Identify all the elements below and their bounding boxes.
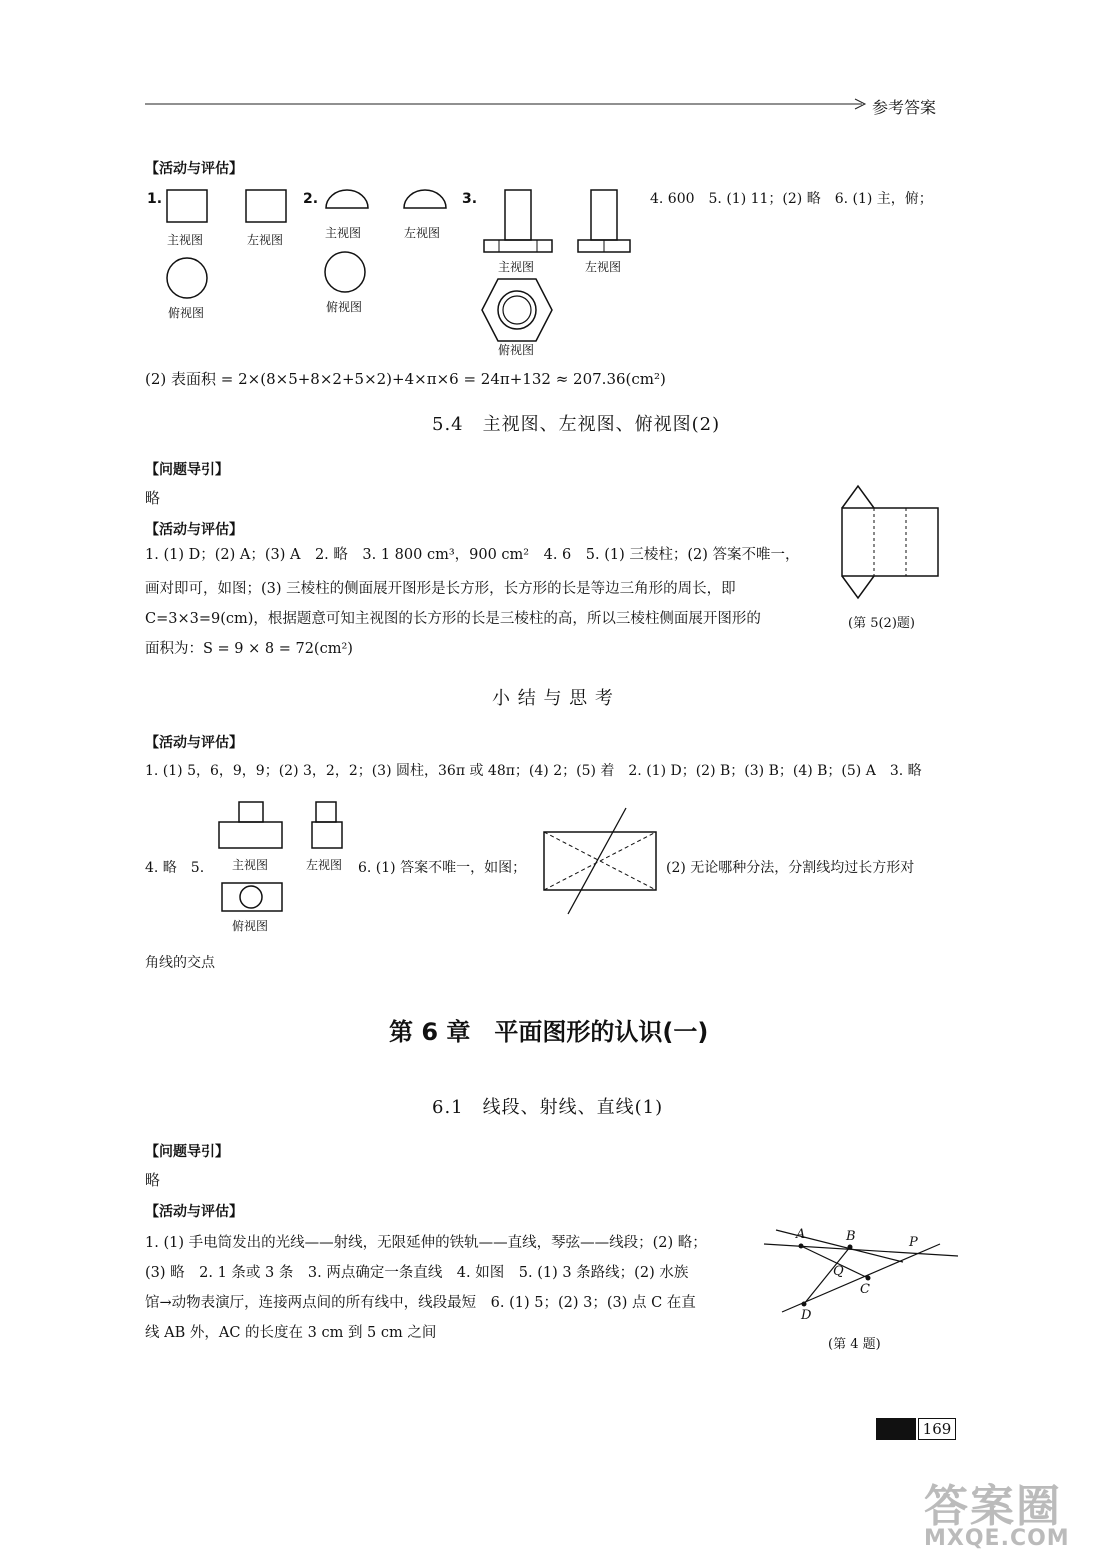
watermark-logo	[924, 1470, 1070, 1551]
point-label-c: C	[860, 1282, 870, 1297]
page-number-box	[876, 1418, 956, 1440]
q1-main-caption: 主视图	[167, 233, 204, 247]
point-label-a: A	[796, 1227, 806, 1242]
point-label-d: D	[801, 1308, 812, 1323]
summary-title: 小 结 与 思 考	[492, 688, 614, 709]
summary-q6-part2: (2) 无论哪种分法，分割线均过长方形对	[666, 860, 915, 876]
section-5-4-title: 5.4 主视图、左视图、俯视图(2)	[432, 414, 721, 435]
q3-top-caption: 俯视图	[498, 343, 535, 357]
q1-top-caption: 俯视图	[168, 306, 205, 320]
s5-left-caption: 左视图	[306, 858, 343, 872]
question-label-1: 【问题导引】	[145, 462, 229, 478]
question-label-2: 【问题导引】	[145, 1144, 229, 1160]
point-label-p: P	[909, 1235, 918, 1250]
surface-area-formula: (2) 表面积 = 2×(8×5+8×2+5×2)+4×π×6 = 24π+132 ≈ 207.36(cm²)	[145, 370, 666, 388]
summary-q6: 6. (1) 答案不唯一，如图；	[358, 860, 527, 876]
q2-top-caption: 俯视图	[326, 300, 363, 314]
s61-line-1: 1. (1) 手电筒发出的光线——射线，无限延伸的铁轨——直线，琴弦——线段；(2) 略；	[145, 1235, 707, 1251]
page-number: 169	[918, 1418, 956, 1440]
question-answer-2: 略	[145, 1171, 161, 1189]
point-label-b: B	[846, 1229, 856, 1244]
fig-num-2: 2.	[303, 191, 319, 207]
watermark-url: MXQE.COM	[924, 1526, 1070, 1551]
point-label-q: Q	[833, 1264, 844, 1279]
summary-q6-cont: 角线的交点	[145, 955, 215, 971]
activity-label-3: 【活动与评估】	[145, 735, 243, 751]
activity-label-1: 【活动与评估】	[145, 161, 243, 177]
s54-line-1: 1. (1) D；(2) A；(3) A 2. 略 3. 1 800 cm³，900 cm² 4. 6 5. (1) 三棱柱；(2) 答案不唯一，	[145, 547, 800, 563]
s61-line-2: (3) 略 2. 1 条或 3 条 3. 两点确定一条直线 4. 如图 5. (1) 3 条路线；(2) 水族	[145, 1265, 689, 1281]
prism-net-caption: (第 5(2)题)	[848, 616, 915, 631]
page-number-block	[876, 1418, 916, 1440]
q3-main-caption: 主视图	[498, 260, 535, 274]
chapter-title: 第 6 章 平面图形的认识(一)	[389, 1018, 709, 1046]
question-answer-1: 略	[145, 489, 161, 507]
summary-q4-q5: 4. 略 5.	[145, 860, 205, 876]
summary-line-1: 1. (1) 5，6，9，9；(2) 3，2，2；(3) 圆柱，36π 或 48π；(4) 2；(5) 着 2. (1) D；(2) B；(3) B；(4) B；(5) A 3. 略	[145, 763, 922, 779]
s54-line-4: 面积为：S = 9 × 8 = 72(cm²)	[145, 641, 353, 657]
s5-main-caption: 主视图	[232, 858, 269, 872]
watermark-text: 答案圈	[924, 1481, 1062, 1532]
q3-left-caption: 左视图	[585, 260, 622, 274]
section-6-1-title: 6.1 线段、射线、直线(1)	[432, 1097, 664, 1118]
fig-num-1: 1.	[147, 191, 163, 207]
q1-left-caption: 左视图	[247, 233, 284, 247]
header-title: 参考答案	[872, 98, 937, 117]
s5-top-caption: 俯视图	[232, 919, 269, 933]
s61-line-4: 线 AB 外，AC 的长度在 3 cm 到 5 cm 之间	[145, 1325, 437, 1341]
activity-label-2: 【活动与评估】	[145, 522, 243, 538]
activity-label-4: 【活动与评估】	[145, 1204, 243, 1220]
fig-num-3: 3.	[462, 191, 478, 207]
s54-line-2: 画对即可，如图；(3) 三棱柱的侧面展开图形是长方形，长方形的长是等边三角形的周长，即	[145, 581, 736, 597]
s61-line-3: 馆→动物表演厅，连接两点间的所有线中，线段最短 6. (1) 5；(2) 3；(3) 点 C 在直	[145, 1295, 696, 1311]
answers-4-6: 4. 600 5. (1) 11；(2) 略 6. (1) 主，俯；	[650, 191, 933, 207]
lines-figure-caption: (第 4 题)	[828, 1337, 881, 1352]
q2-main-caption: 主视图	[325, 226, 362, 240]
q2-left-caption: 左视图	[404, 226, 441, 240]
s54-line-3: C=3×3=9(cm)，根据题意可知主视图的长方形的长是三棱柱的高，所以三棱柱侧面展开图形的	[145, 611, 761, 627]
